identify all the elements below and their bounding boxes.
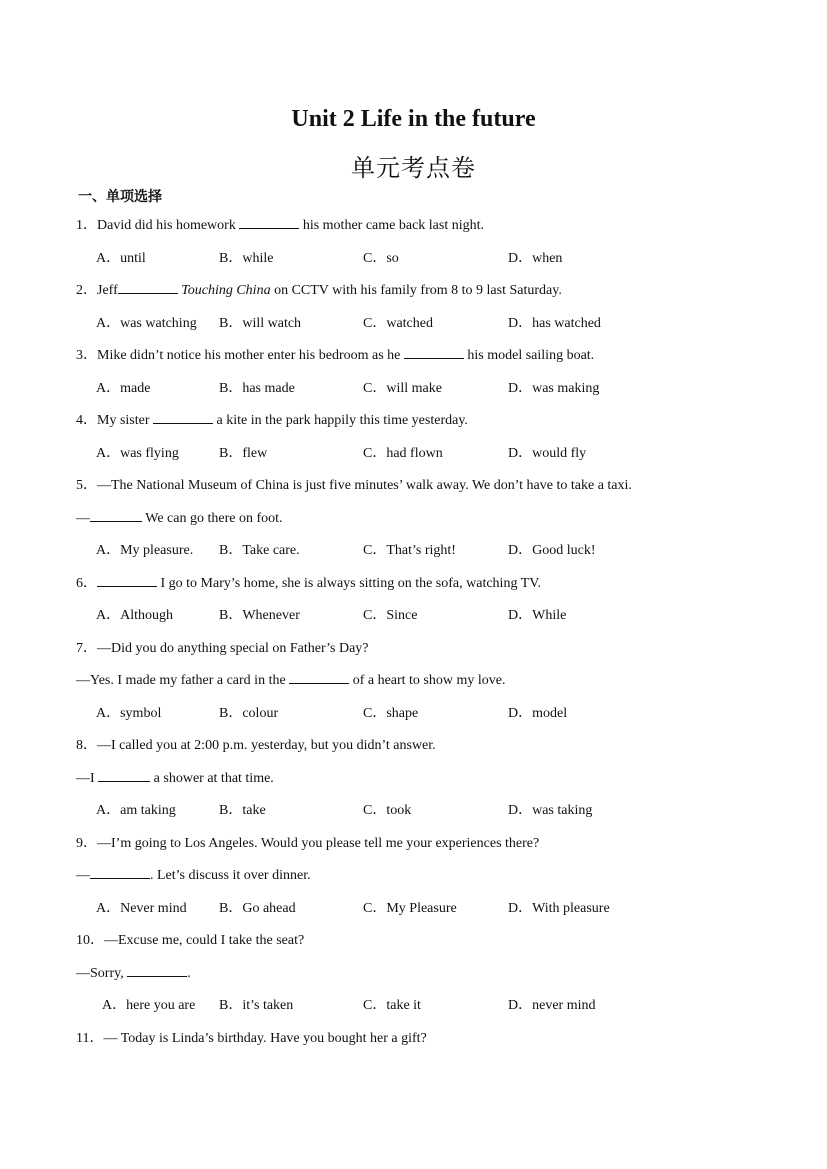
option-c: C．watched [363,316,433,331]
option-d: D．has watched [508,316,601,331]
option-c: C．My Pleasure [363,901,457,916]
option-d: D．never mind [508,998,596,1013]
page-title: Unit 2 Life in the future [291,106,536,132]
option-c: C．That’s right! [363,543,456,558]
option-a: A．was watching [96,316,197,331]
option-b: B．colour [219,706,279,721]
answer-blank [153,409,213,424]
question-5: 5．—The National Museum of China is just five minutes’ walk away. We don’t have to take a taxi. [76,478,632,493]
option-b: B．take [219,803,266,818]
option-c: C．shape [363,706,419,721]
option-a: A．made [96,381,151,396]
option-d: D．when [508,251,563,266]
option-b: B．Take care. [219,543,300,558]
question-8-options [96,799,796,819]
question-4-options [96,442,796,462]
question-2: 2．Jeff Touching China on CCTV with his family from 8 to 9 last Saturday. [76,279,562,299]
question-10-reply: —Sorry, . [76,962,191,982]
option-c: C．had flown [363,446,443,461]
question-3: 3．Mike didn’t notice his mother enter his bedroom as he his model sailing boat. [76,344,594,364]
option-c: C．took [363,803,412,818]
option-d: D．was taking [508,803,593,818]
option-d: D．was making [508,381,600,396]
option-d: D．model [508,706,568,721]
option-d: D．With pleasure [508,901,610,916]
question-8-reply: —I a shower at that time. [76,767,274,787]
option-b: B．flew [219,446,268,461]
option-a: A．here you are [102,998,196,1013]
answer-blank [289,669,349,684]
question-7-options [96,702,796,722]
question-6: 6． I go to Mary’s home, she is always sitting on the sofa, watching TV. [76,572,541,592]
option-d: D．would fly [508,446,587,461]
option-b: B．Whenever [219,608,300,623]
question-7: 7．—Did you do anything special on Father’s Day? [76,641,369,656]
option-a: A．Never mind [96,901,187,916]
question-9: 9．—I’m going to Los Angeles. Would you please tell me your experiences there? [76,836,540,851]
question-10: 10．—Excuse me, could I take the seat? [76,933,305,948]
option-b: B．has made [219,381,295,396]
option-b: B．will watch [219,316,302,331]
question-1-options [96,247,796,267]
option-a: A．was flying [96,446,179,461]
answer-blank [239,214,299,229]
answer-blank [127,962,187,977]
question-11: 11．— Today is Linda’s birthday. Have you bought her a gift? [76,1031,427,1046]
option-a: A．until [96,251,146,266]
option-c: C．will make [363,381,442,396]
option-b: B．while [219,251,274,266]
question-3-options [96,377,796,397]
answer-blank [90,507,142,522]
option-c: C．take it [363,998,421,1013]
question-1: 1．David did his homework his mother came back last night. [76,214,484,234]
option-b: B．it’s taken [219,998,294,1013]
option-a: A．symbol [96,706,162,721]
question-6-options [96,604,796,624]
answer-blank [98,767,150,782]
answer-blank [118,279,178,294]
question-7-reply: —Yes. I made my father a card in the of a heart to show my love. [76,669,505,689]
question-2-options [96,312,796,332]
answer-blank [404,344,464,359]
question-5-reply: — We can go there on foot. [76,507,283,527]
option-d: D．Good luck! [508,543,596,558]
option-a: A．My pleasure. [96,543,194,558]
option-c: C．Since [363,608,418,623]
option-c: C．so [363,251,399,266]
question-5-options [96,539,796,559]
question-9-options [96,897,796,917]
question-4: 4．My sister a kite in the park happily this time yesterday. [76,409,468,429]
page-subtitle: 单元考点卷 [351,154,476,182]
question-9-reply: — . Let’s discuss it over dinner. [76,864,311,884]
option-b: B．Go ahead [219,901,296,916]
option-a: A．Although [96,608,173,623]
answer-blank [97,572,157,587]
option-d: D．While [508,608,567,623]
option-a: A．am taking [96,803,176,818]
question-8: 8．—I called you at 2:00 p.m. yesterday, but you didn’t answer. [76,738,436,753]
question-10-options [102,994,802,1014]
section-heading: 一、单项选择 [78,189,162,205]
answer-blank [90,864,150,879]
